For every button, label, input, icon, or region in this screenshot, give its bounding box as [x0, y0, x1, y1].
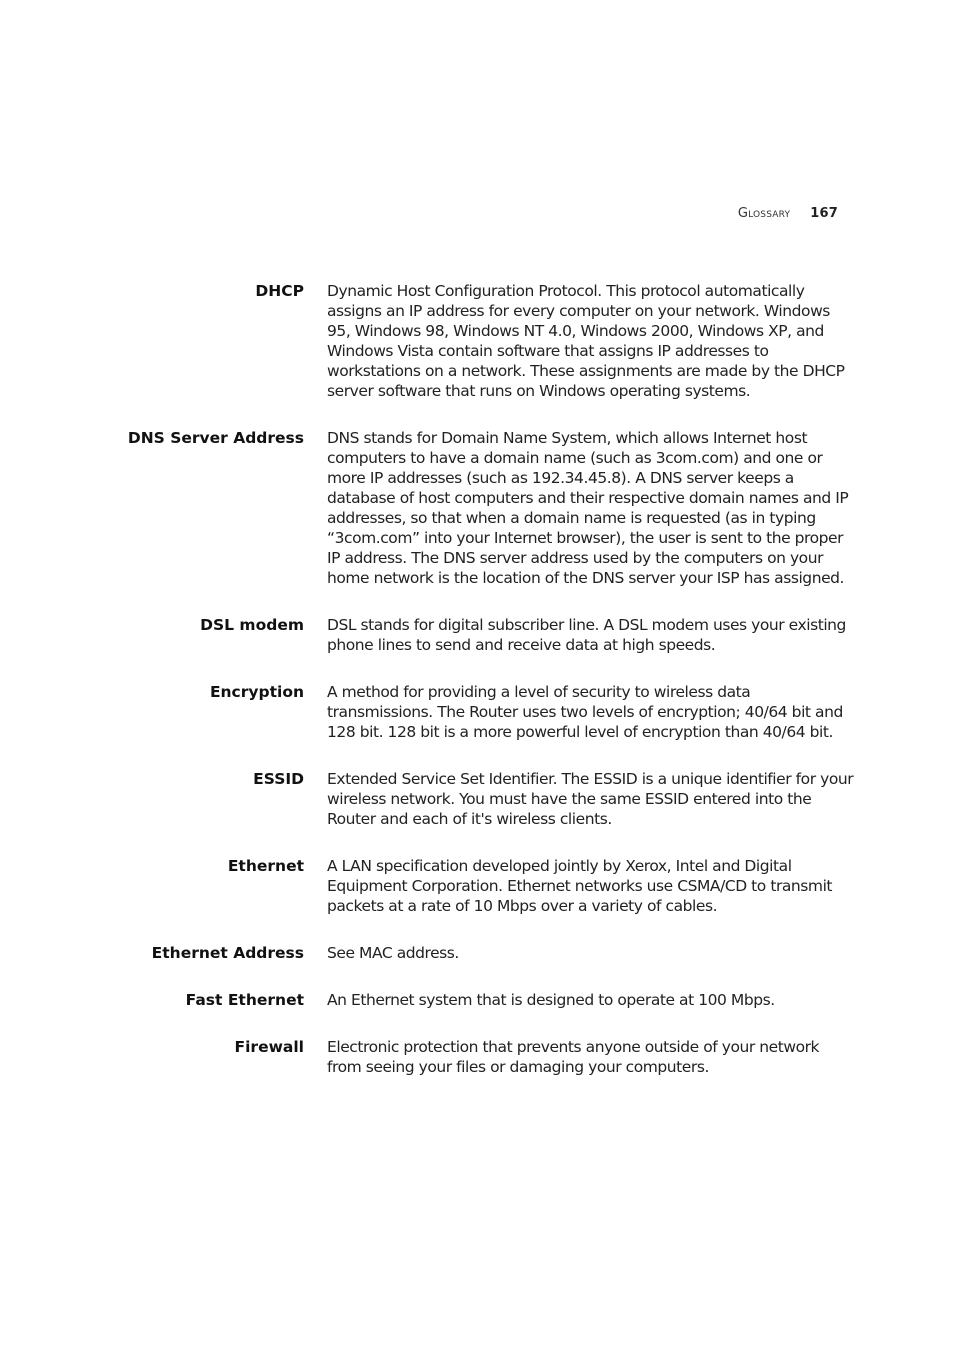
glossary-definition: Electronic protection that prevents anyone outside of your network from seeing your files or damaging your computers.: [327, 1038, 820, 1076]
glossary-term: DSL modem: [200, 616, 304, 634]
glossary-list: [0, 281, 954, 1104]
glossary-definition: A LAN specification developed jointly by Xerox, Intel and Digital Equipment Corporation. Ethernet networks use CSMA/CD to transmit packets at a rate of 10 Mbps over a variety of cables.: [327, 857, 833, 915]
glossary-entry-dns-server-address: [0, 428, 954, 588]
glossary-term: Ethernet: [227, 857, 304, 875]
glossary-entry-ethernet: [0, 856, 954, 916]
glossary-entry-fast-ethernet: [0, 990, 954, 1010]
glossary-definition: A method for providing a level of security to wireless data transmissions. The Router uses two levels of encryption; 40/64 bit and 128 bit. 128 bit is a more powerful level of encryption than 40/64 bit.: [327, 683, 843, 741]
glossary-definition: DSL stands for digital subscriber line. A DSL modem uses your existing phone lines to send and receive data at high speeds.: [327, 616, 846, 654]
glossary-term: Fast Ethernet: [185, 991, 304, 1009]
glossary-entry-encryption: [0, 682, 954, 742]
glossary-definition: Dynamic Host Configuration Protocol. This protocol automatically assigns an IP address for every computer on your network. Windows 95, Windows 98, Windows NT 4.0, Windows 2000, Windows XP, and Windows Vista contain software that assigns IP addresses to workstations on a network. These assignments are made by the DHCP server software that runs on Windows operating systems.: [327, 282, 845, 400]
glossary-entry-ethernet-address: [0, 943, 954, 963]
glossary-entry-dsl-modem: [0, 615, 954, 655]
glossary-term: Firewall: [234, 1038, 304, 1056]
glossary-entry-dhcp: [0, 281, 954, 401]
glossary-term: DHCP: [255, 282, 304, 300]
glossary-term: DNS Server Address: [127, 429, 304, 447]
glossary-definition: Extended Service Set Identifier. The ESSID is a unique identifier for your wireless network. You must have the same ESSID entered into the Router and each of it's wireless clients.: [327, 770, 854, 828]
glossary-entry-essid: [0, 769, 954, 829]
glossary-entry-firewall: [0, 1037, 954, 1077]
glossary-definition: An Ethernet system that is designed to operate at 100 Mbps.: [327, 991, 775, 1009]
page-number: 167: [810, 206, 838, 221]
section-title: Glossary: [737, 206, 791, 221]
glossary-definition: DNS stands for Domain Name System, which allows Internet host computers to have a domain name (such as 3com.com) and one or more IP addresses (such as 192.34.45.8). A DNS server keeps a database of host computers and their respective domain names and IP addresses, so that when a domain name is requested (as in typing “3com.com” into your Internet browser), the user is sent to the proper IP address. The DNS server address used by the computers on your home network is the location of the DNS server your ISP has assigned.: [327, 429, 849, 587]
running-header: [738, 206, 838, 221]
glossary-term: Ethernet Address: [151, 944, 304, 962]
glossary-term: Encryption: [209, 683, 304, 701]
glossary-definition: See MAC address.: [327, 944, 459, 962]
glossary-term: ESSID: [253, 770, 304, 788]
